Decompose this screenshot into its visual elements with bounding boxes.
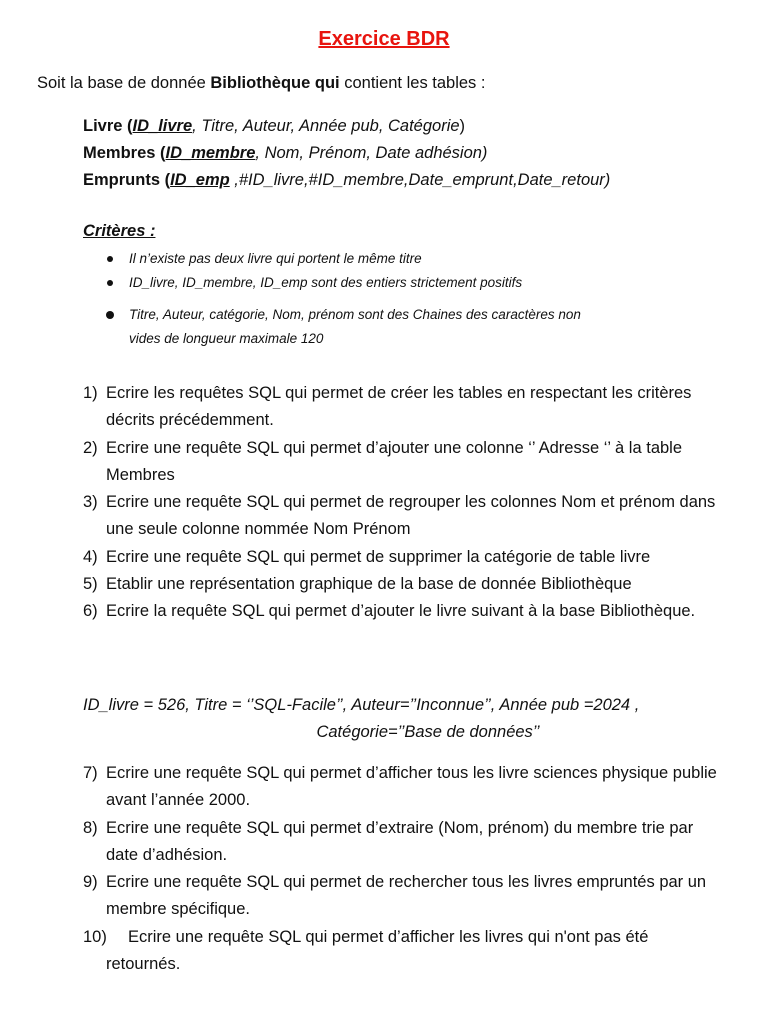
question-text: Ecrire la requête SQL qui permet d’ajouter le livre suivant à la base Bibliothèque. <box>106 602 696 621</box>
question-number: 6) <box>83 602 98 621</box>
criteria-heading: Critères : <box>83 222 156 240</box>
list-item <box>83 544 723 571</box>
intro-paragraph <box>37 74 485 93</box>
primary-key: ID_emp <box>170 171 230 189</box>
question-text: Ecrire une requête SQL qui permet d’ajouter une colonne ‘’ Adresse ‘’ à la table Membres <box>106 438 683 484</box>
question-text: Ecrire une requête SQL qui permet d’afficher les livres qui n'ont pas été retournés. <box>106 927 649 974</box>
list-item <box>83 760 723 815</box>
question-text: Ecrire les requêtes SQL qui permet de créer les tables en respectant les critères décrits précédemment. <box>106 384 692 430</box>
list-item <box>83 435 723 490</box>
list-item <box>83 869 723 924</box>
list-item <box>104 271 724 295</box>
question-number: 1) <box>83 384 98 402</box>
criteria-list <box>104 247 724 351</box>
list-item <box>83 924 723 979</box>
question-number: 10) <box>83 927 107 946</box>
intro-db-name: Bibliothèque qui <box>210 74 340 92</box>
question-text: Etablir une représentation graphique de la base de donnée Bibliothèque <box>106 575 632 594</box>
list-item <box>83 489 723 544</box>
book-values-line-1: ID_livre = 526, Titre = ‘’SQL-Facile’’, Auteur=’’Inconnue’’, Année pub =2024 , <box>83 696 640 714</box>
question-text: Ecrire une requête SQL qui permet d’extraire (Nom, prénom) du membre trie par date d’adhésion. <box>106 818 694 864</box>
bullet-icon <box>106 311 114 319</box>
questions-list-a <box>83 380 723 626</box>
list-item <box>83 571 723 598</box>
intro-suffix: contient les tables : <box>339 74 486 92</box>
book-values-line-2: Catégorie=’’Base de données’’ <box>316 723 540 741</box>
list-item <box>83 380 723 435</box>
criterion-text: Titre, Auteur, catégorie, Nom, prénom sont des Chaines des caractères non <box>129 307 581 322</box>
bullet-icon <box>107 280 113 286</box>
criterion-text: ID_livre, ID_membre, ID_emp sont des entiers strictement positifs <box>129 275 523 290</box>
table-close: ) <box>459 117 466 135</box>
book-values <box>83 692 723 746</box>
table-name: Livre ( <box>83 117 133 135</box>
table-emprunts <box>83 167 610 194</box>
primary-key: ID_livre <box>132 117 193 135</box>
question-text: Ecrire une requête SQL qui permet de rechercher tous les livres empruntés par un membre spécifique. <box>106 873 707 919</box>
page-title: Exercice BDR <box>318 28 450 50</box>
intro-prefix: Soit la base de donnée <box>37 74 211 92</box>
question-number: 4) <box>83 547 98 566</box>
question-number: 7) <box>83 764 98 782</box>
questions-list-b <box>83 760 723 978</box>
table-livre <box>83 113 610 140</box>
primary-key: ID_membre <box>165 144 256 162</box>
table-name: Membres ( <box>83 144 166 162</box>
table-attributes: ,#ID_livre,#ID_membre,Date_emprunt,Date_retour) <box>229 171 611 189</box>
list-item <box>104 247 724 271</box>
table-name: Emprunts ( <box>83 171 171 189</box>
question-number: 2) <box>83 438 98 457</box>
question-number: 9) <box>83 873 98 892</box>
table-attributes: , Nom, Prénom, Date adhésion) <box>255 144 488 162</box>
question-number: 3) <box>83 493 98 512</box>
criterion-text-cont: vides de longueur maximale 120 <box>129 331 324 346</box>
list-item <box>83 598 723 625</box>
table-membres <box>83 140 610 167</box>
question-text: Ecrire une requête SQL qui permet d’afficher tous les livre sciences physique publie avant l’année 2000. <box>106 764 717 810</box>
bullet-icon <box>107 256 113 262</box>
question-text: Ecrire une requête SQL qui permet de supprimer la catégorie de table livre <box>106 547 651 566</box>
question-number: 5) <box>83 575 98 594</box>
list-item <box>83 815 723 870</box>
tables-schema <box>83 113 610 194</box>
list-item <box>104 303 724 351</box>
question-number: 8) <box>83 818 98 837</box>
question-text: Ecrire une requête SQL qui permet de regrouper les colonnes Nom et prénom dans une seule colonne nommée Nom Prénom <box>106 493 716 539</box>
table-attributes: , Titre, Auteur, Année pub, Catégorie <box>192 117 460 135</box>
criterion-text: Il n’existe pas deux livre qui portent le même titre <box>129 251 422 266</box>
